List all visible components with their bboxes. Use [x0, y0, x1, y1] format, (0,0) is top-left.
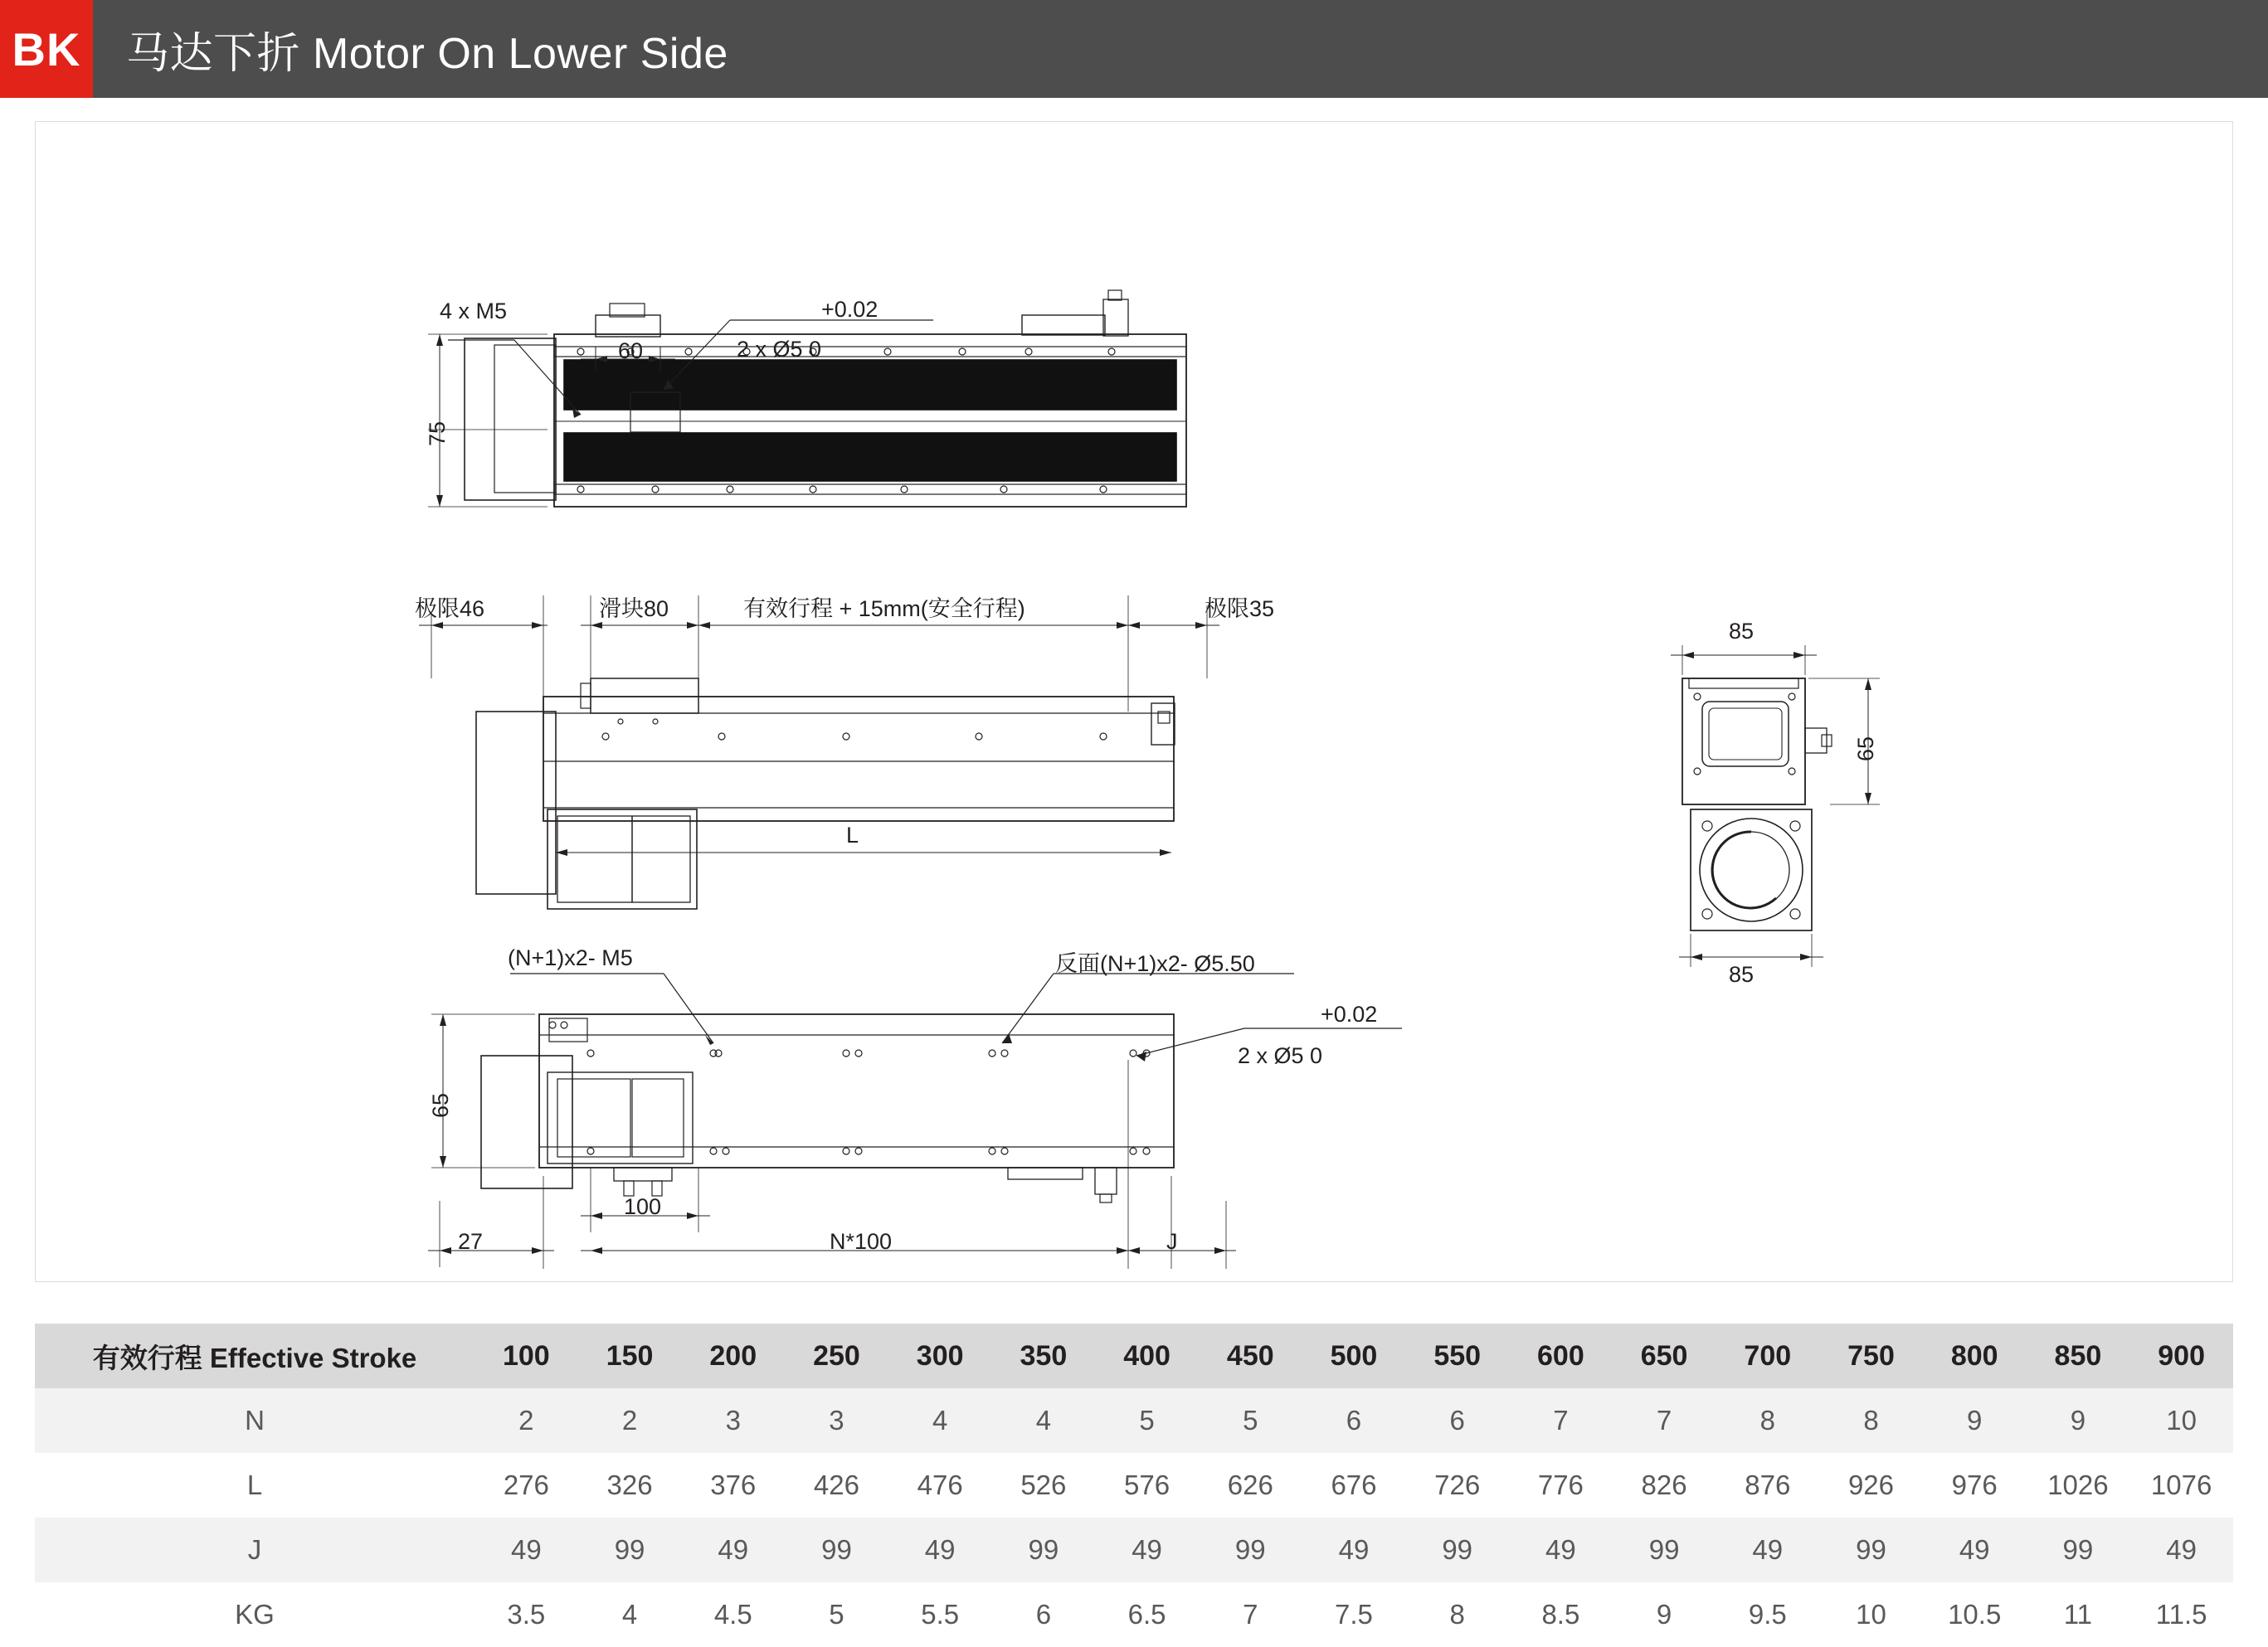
cell-n-5: 4	[992, 1388, 1096, 1453]
header-stroke-3: 250	[785, 1324, 888, 1388]
cell-kg-14: 10.5	[1923, 1582, 2027, 1647]
table-header-row	[35, 1324, 2233, 1388]
cell-kg-0: 3.5	[475, 1582, 578, 1647]
label-65-bottom: 65	[428, 1092, 453, 1118]
cell-n-10: 7	[1509, 1388, 1613, 1453]
cell-l-1: 326	[578, 1453, 682, 1518]
cell-n-7: 5	[1199, 1388, 1302, 1453]
header-stroke-0: 100	[475, 1324, 578, 1388]
cell-n-2: 3	[681, 1388, 785, 1453]
cell-l-9: 726	[1405, 1453, 1509, 1518]
cell-l-7: 626	[1199, 1453, 1302, 1518]
cell-j-1: 99	[578, 1518, 682, 1582]
technical-drawing	[0, 98, 2268, 1309]
label-2xd5-bottom: 2 x Ø5 0	[1238, 1043, 1323, 1068]
header-stroke-1: 150	[578, 1324, 682, 1388]
header-stroke-9: 550	[1405, 1324, 1509, 1388]
cell-n-6: 5	[1095, 1388, 1199, 1453]
cell-kg-10: 8.5	[1509, 1582, 1613, 1647]
cell-j-13: 99	[1819, 1518, 1923, 1582]
header-stroke-7: 450	[1199, 1324, 1302, 1388]
label-L: L	[846, 823, 859, 848]
cell-n-0: 2	[475, 1388, 578, 1453]
header-stroke-8: 500	[1302, 1324, 1406, 1388]
header-stroke-6: 400	[1095, 1324, 1199, 1388]
cell-j-0: 49	[475, 1518, 578, 1582]
header-stroke-11: 650	[1613, 1324, 1716, 1388]
cell-n-1: 2	[578, 1388, 682, 1453]
cell-n-13: 8	[1819, 1388, 1923, 1453]
header-stroke-4: 300	[888, 1324, 992, 1388]
drawing-area	[0, 98, 2268, 1309]
row-label-l: L	[35, 1453, 475, 1518]
label-effective-stroke-note: 有效行程 + 15mm(安全行程)	[743, 596, 1025, 621]
cell-l-0: 276	[475, 1453, 578, 1518]
cell-j-14: 49	[1923, 1518, 2027, 1582]
label-27: 27	[458, 1229, 484, 1254]
cell-kg-8: 7.5	[1302, 1582, 1406, 1647]
cell-n-14: 9	[1923, 1388, 2027, 1453]
cell-j-4: 49	[888, 1518, 992, 1582]
cell-j-8: 49	[1302, 1518, 1406, 1582]
label-back-np1: 反面(N+1)x2- Ø5.50	[1055, 951, 1255, 976]
cell-n-8: 6	[1302, 1388, 1406, 1453]
header-stroke-12: 700	[1716, 1324, 1819, 1388]
label-J: J	[1166, 1229, 1178, 1254]
cell-l-2: 376	[681, 1453, 785, 1518]
cell-l-14: 976	[1923, 1453, 2027, 1518]
cell-n-3: 3	[785, 1388, 888, 1453]
cell-n-16: 10	[2129, 1388, 2233, 1453]
cell-l-10: 776	[1509, 1453, 1613, 1518]
cell-kg-15: 11	[2027, 1582, 2130, 1647]
cell-l-16: 1076	[2129, 1453, 2233, 1518]
table-row	[35, 1453, 2233, 1518]
cell-kg-9: 8	[1405, 1582, 1509, 1647]
cell-l-11: 826	[1613, 1453, 1716, 1518]
cell-l-8: 676	[1302, 1453, 1406, 1518]
label-4xm5: 4 x M5	[440, 299, 508, 323]
label-np1-m5: (N+1)x2- M5	[508, 945, 633, 970]
label-slider: 滑块80	[599, 596, 669, 621]
header-effective-stroke: 有效行程 Effective Stroke	[35, 1324, 475, 1388]
header-stroke-2: 200	[681, 1324, 785, 1388]
row-label-kg: KG	[35, 1582, 475, 1647]
cell-kg-1: 4	[578, 1582, 682, 1647]
row-label-n: N	[35, 1388, 475, 1453]
cell-j-12: 49	[1716, 1518, 1819, 1582]
cell-n-4: 4	[888, 1388, 992, 1453]
cell-kg-12: 9.5	[1716, 1582, 1819, 1647]
header-stroke-13: 750	[1819, 1324, 1923, 1388]
cell-kg-16: 11.5	[2129, 1582, 2233, 1647]
cell-n-15: 9	[2027, 1388, 2130, 1453]
label-65-end: 65	[1853, 736, 1878, 761]
label-60: 60	[618, 338, 644, 363]
cell-j-15: 99	[2027, 1518, 2130, 1582]
table-row	[35, 1582, 2233, 1647]
model-badge: BK	[0, 0, 93, 98]
label-85-bottom: 85	[1729, 962, 1755, 987]
page-header	[0, 0, 2268, 98]
cell-kg-2: 4.5	[681, 1582, 785, 1647]
page-title: 马达下折 Motor On Lower Side	[126, 29, 728, 78]
label-limit-left: 极限46	[415, 596, 485, 621]
spec-table	[35, 1324, 2233, 1647]
header-stroke-14: 800	[1923, 1324, 2027, 1388]
label-tolerance-top: +0.02	[821, 297, 878, 322]
label-75: 75	[425, 420, 450, 446]
cell-l-5: 526	[992, 1453, 1096, 1518]
label-n100: N*100	[830, 1229, 893, 1254]
cell-kg-4: 5.5	[888, 1582, 992, 1647]
cell-n-9: 6	[1405, 1388, 1509, 1453]
cell-j-2: 49	[681, 1518, 785, 1582]
spec-table-wrap	[35, 1324, 2233, 1647]
cell-kg-5: 6	[992, 1582, 1096, 1647]
cell-n-12: 8	[1716, 1388, 1819, 1453]
cell-kg-13: 10	[1819, 1582, 1923, 1647]
cell-j-3: 99	[785, 1518, 888, 1582]
cell-kg-11: 9	[1613, 1582, 1716, 1647]
cell-l-4: 476	[888, 1453, 992, 1518]
cell-j-6: 49	[1095, 1518, 1199, 1582]
cell-l-13: 926	[1819, 1453, 1923, 1518]
cell-j-11: 99	[1613, 1518, 1716, 1582]
cell-l-15: 1026	[2027, 1453, 2130, 1518]
cell-kg-6: 6.5	[1095, 1582, 1199, 1647]
table-row	[35, 1518, 2233, 1582]
cell-l-12: 876	[1716, 1453, 1819, 1518]
table-row	[35, 1388, 2233, 1453]
header-stroke-10: 600	[1509, 1324, 1613, 1388]
label-2xd5-top: 2 x Ø5 0	[737, 337, 822, 362]
header-stroke-15: 850	[2027, 1324, 2130, 1388]
cell-j-16: 49	[2129, 1518, 2233, 1582]
cell-kg-7: 7	[1199, 1582, 1302, 1647]
label-tolerance-bottom: +0.02	[1321, 1002, 1378, 1027]
cell-kg-3: 5	[785, 1582, 888, 1647]
label-100: 100	[624, 1194, 662, 1219]
cell-j-10: 49	[1509, 1518, 1613, 1582]
header-stroke-5: 350	[992, 1324, 1096, 1388]
row-label-j: J	[35, 1518, 475, 1582]
cell-l-6: 576	[1095, 1453, 1199, 1518]
header-stroke-16: 900	[2129, 1324, 2233, 1388]
cell-j-5: 99	[992, 1518, 1096, 1582]
label-limit-right: 极限35	[1205, 596, 1275, 621]
cell-j-9: 99	[1405, 1518, 1509, 1582]
cell-n-11: 7	[1613, 1388, 1716, 1453]
cell-j-7: 99	[1199, 1518, 1302, 1582]
label-85-top: 85	[1729, 619, 1755, 644]
cell-l-3: 426	[785, 1453, 888, 1518]
